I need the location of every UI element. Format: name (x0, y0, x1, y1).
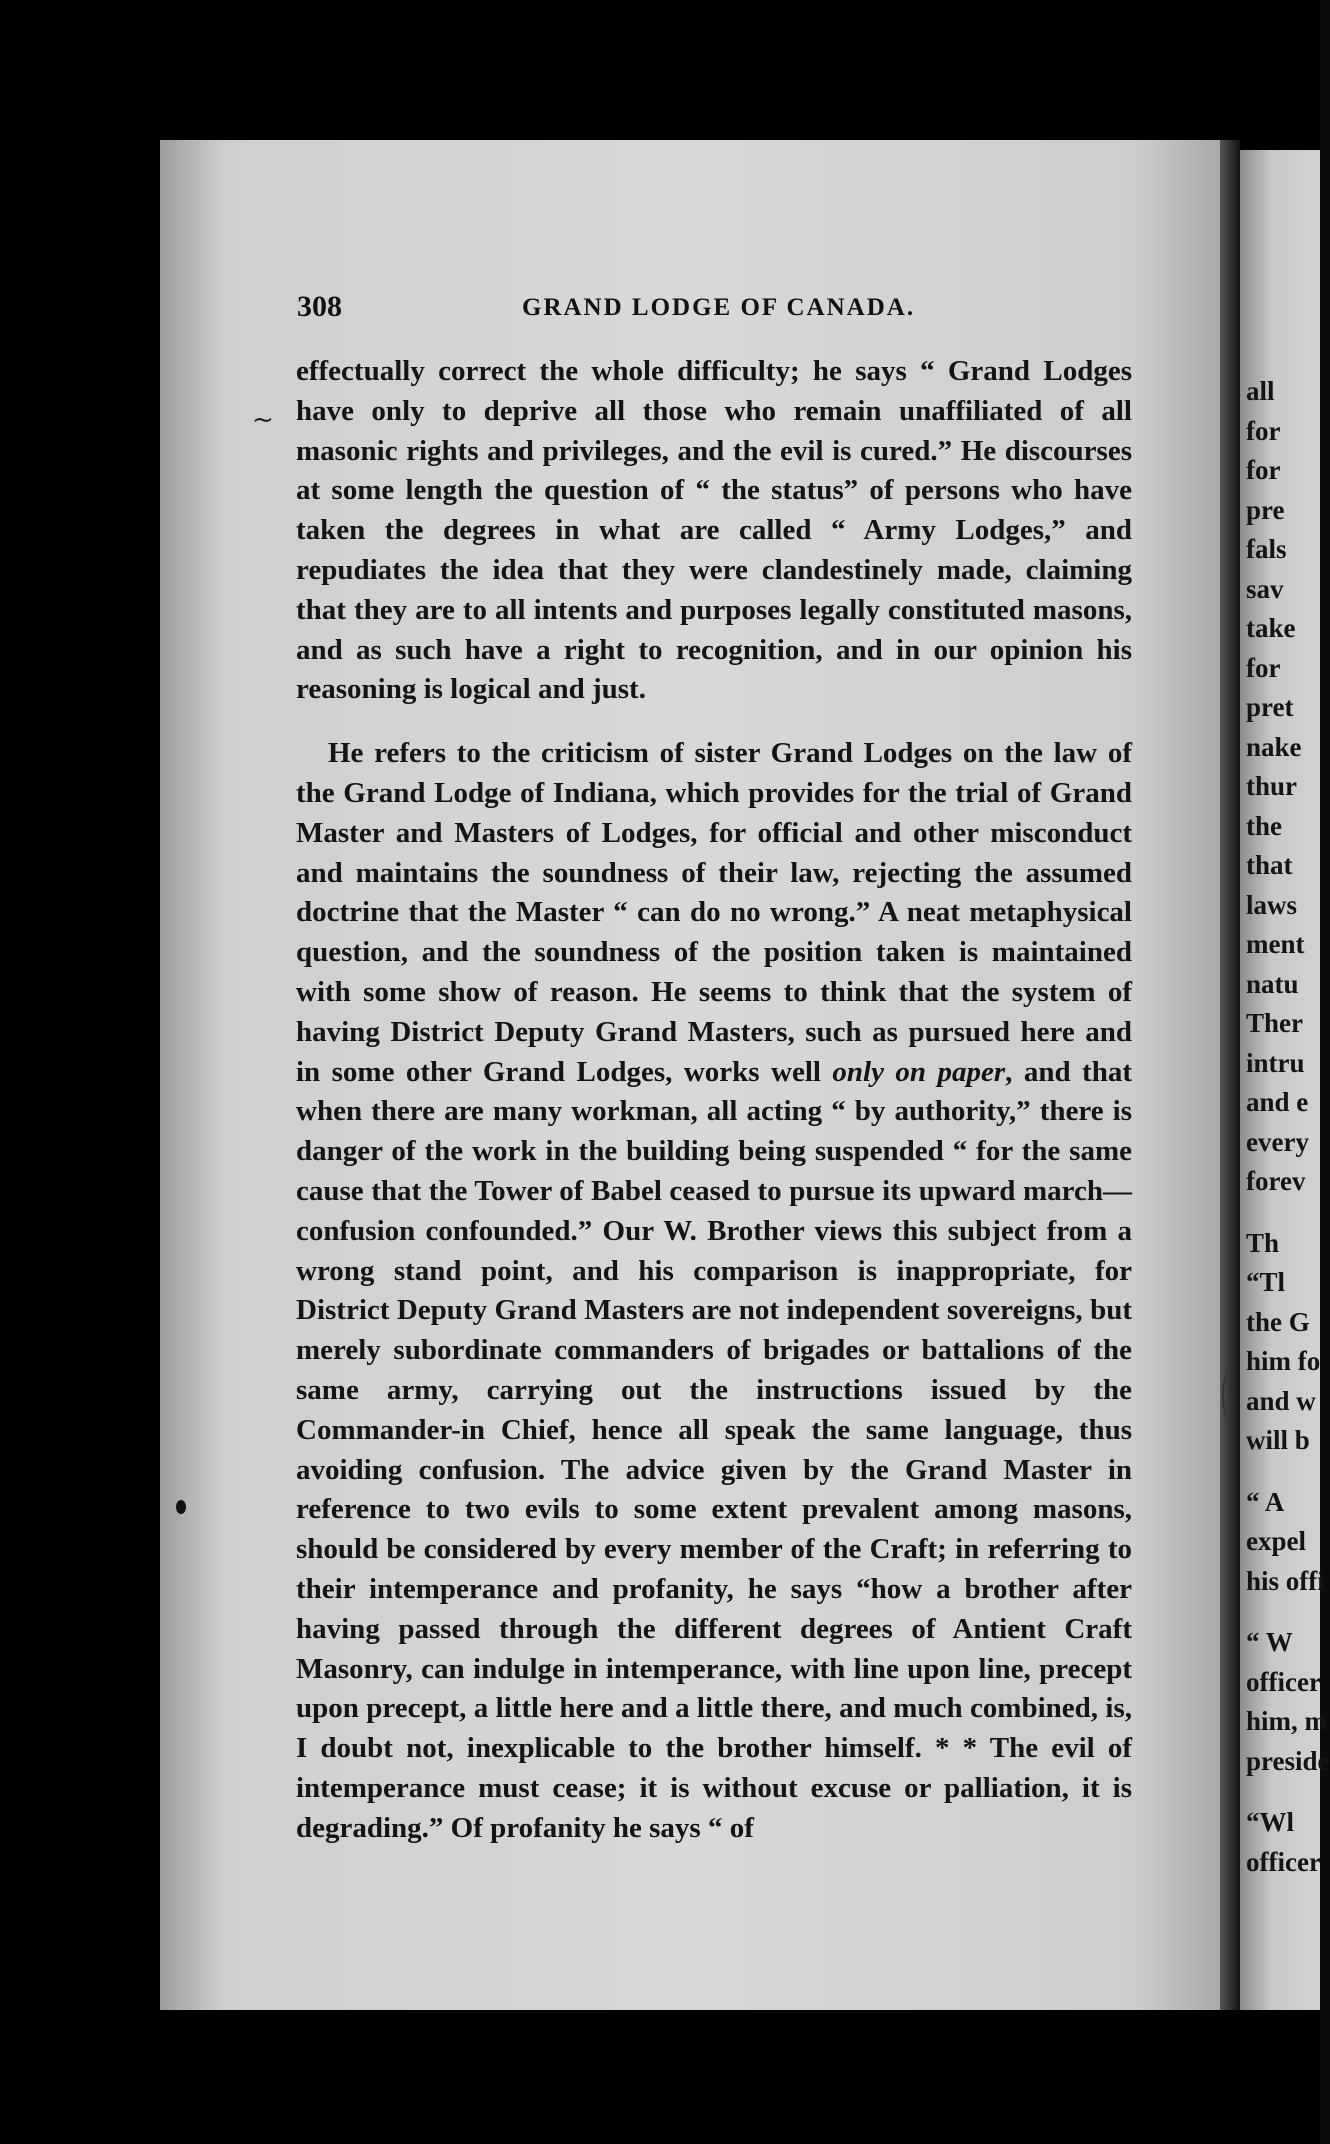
facing-page-line: natu (1246, 968, 1299, 999)
facing-page-line: every (1246, 1126, 1309, 1157)
facing-page-line: pre (1246, 494, 1285, 525)
facing-page-gap (1246, 1202, 1326, 1224)
facing-page-line: thur (1246, 771, 1298, 801)
facing-page-line: his offi (1246, 1565, 1325, 1596)
facing-page-line: Th (1246, 1227, 1280, 1258)
facing-page-line: preside (1246, 1745, 1330, 1776)
paragraph-1: effectually correct the whole difficulty; he says “ Grand Lodges have only to deprive all those who remain unaffiliated of all masonic rights and privileges, and the evil is cured.” He discourses at some length the question of “ the status” of persons who have taken the degrees in what are called “ Army Lodges,” and repudiates the idea that they were clandestinely made, claiming that they are to all intents and purposes legally constituted masons, and as such have a right to recognition, and in our opinion his reasoning is logical and just. (296, 355, 1132, 706)
margin-pencil-mark: ~ (252, 405, 274, 435)
facing-page-line: “ W (1246, 1627, 1293, 1657)
facing-page-line: sav (1246, 573, 1284, 604)
italic-emphasis: only on paper (832, 1055, 1006, 1088)
facing-page-line: intru (1246, 1047, 1305, 1078)
facing-page-line: for (1246, 652, 1281, 683)
facing-page-line: officer (1246, 1666, 1321, 1697)
facing-page-line: laws (1246, 889, 1298, 920)
facing-page-line: fals (1246, 534, 1287, 564)
facing-page-line: and e (1246, 1087, 1309, 1117)
facing-page-line: expel (1246, 1526, 1306, 1556)
facing-page-gap (1246, 1601, 1326, 1623)
page-body-text (296, 352, 1132, 1848)
page-number: 308 (297, 290, 342, 323)
facing-page-line: pret (1246, 692, 1294, 722)
facing-page-line: “Tl (1246, 1267, 1286, 1297)
facing-page-edge (1240, 150, 1330, 2010)
paragraph-2-part-2: , and that when there are many workman, all acting “ by authority,” there is danger of the work in the building being suspended “ for the same cause that the Tower of Babel ceased to pursue its upward march—confusion confounded.” Our W. Brother views this subject from a wrong stand point, and his comparison is inappropriate, for District Deputy Grand Masters are not independent sovereigns, but merely subordinate commanders of brigades or battalions of the same army, carrying out the instructions issued by the Commander-in Chief, hence all speak the same language, thus avoiding confusion. The advice given by the Grand Master in reference to two evils to some extent prevalent among masons, should be considered by every member of the Craft; in referring to their intemperance and profanity, he says “how a brother after having passed through the different degrees of Antient Craft Masonry, can indulge in intemperance, with line upon line, precept upon precept, a little here and a little there, and much combined, is, I doubt not, inexplicable to the brother himself. * * The evil of intemperance must cease; it is without excuse or palliation, it is degrading.” Of profanity he says “ of (296, 1055, 1132, 1844)
facing-page-gap (1246, 1461, 1326, 1483)
facing-page-line: nake (1246, 731, 1302, 762)
facing-page-line: officer (1246, 1846, 1321, 1877)
facing-page-line: will b (1246, 1425, 1310, 1455)
facing-page-line: Ther (1246, 1008, 1303, 1038)
facing-page-line: “Wl (1246, 1807, 1295, 1837)
facing-page-line: and w (1246, 1385, 1316, 1416)
margin-ink-dot (176, 1500, 186, 1514)
book-gutter (1220, 140, 1240, 2010)
paragraph-2 (296, 734, 1132, 1848)
facing-page-line: forev (1246, 1166, 1306, 1196)
facing-page-line: the (1246, 810, 1282, 841)
facing-page-line: all (1246, 376, 1275, 406)
page-header (297, 290, 1177, 330)
facing-page-gap (1246, 1781, 1326, 1803)
paragraph-2-part-1: He refers to the criticism of sister Grand Lodges on the law of the Grand Lodge of Indiana, which provides for the trial of Grand Master and Masters of Lodges, for official and other misconduct and maintains the soundness of their law, rejecting the assumed doctrine that the Master “ can do no wrong.” A neat metaphysical question, and the soundness of the position taken is maintained with some show of reason. He seems to think that the system of having District Deputy Grand Masters, such as pursued here and in some other Grand Lodges, works well (296, 737, 1132, 1088)
facing-page-line: that (1246, 850, 1293, 880)
facing-page-line: for (1246, 455, 1281, 485)
facing-page-line: the G (1246, 1306, 1310, 1337)
facing-page-line: “ A (1246, 1486, 1285, 1517)
facing-page-line: take (1246, 613, 1296, 643)
running-title: GRAND LODGE OF CANADA. (522, 294, 916, 321)
facing-page-line: ment (1246, 929, 1305, 959)
facing-page-line: for (1246, 415, 1281, 446)
facing-page-line: him fo (1246, 1346, 1321, 1376)
facing-page-text-fragments (1246, 372, 1330, 1882)
margin-bracket-mark (1222, 1370, 1238, 1420)
facing-page-line: him, m (1246, 1706, 1327, 1736)
